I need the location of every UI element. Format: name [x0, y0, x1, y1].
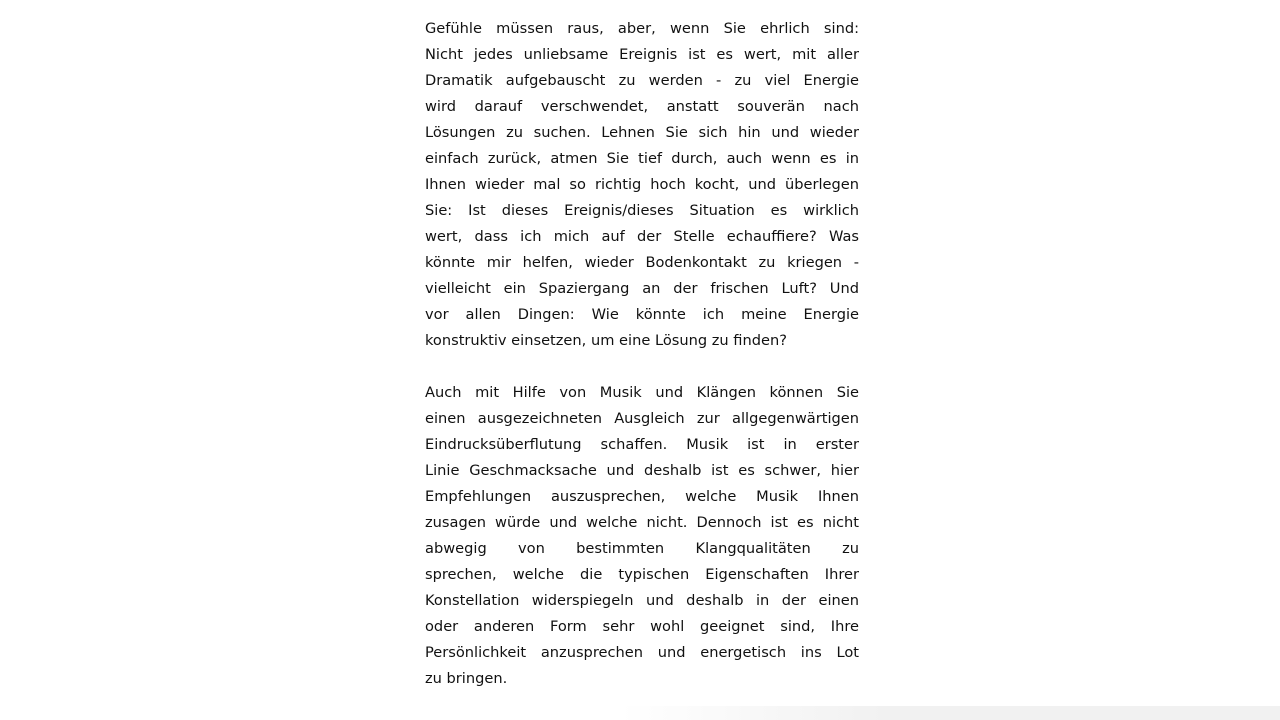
- text-line: Dramatik aufgebauscht zu werden - zu viel Energie: [425, 72, 859, 89]
- paragraph-2: [425, 380, 859, 692]
- text-line: wert, dass ich mich auf der Stelle echauffiere? Was: [425, 228, 859, 245]
- text-column: [425, 16, 859, 692]
- text-line: Gefühle müssen raus, aber, wenn Sie ehrlich sind:: [425, 20, 859, 37]
- text-line: Nicht jedes unliebsame Ereignis ist es wert, mit aller: [425, 46, 859, 63]
- text-line: einfach zurück, atmen Sie tief durch, auch wenn es in: [425, 150, 859, 167]
- paragraph-spacer: [425, 354, 859, 380]
- text-line: zu bringen.: [425, 670, 508, 687]
- text-line: vor allen Dingen: Wie könnte ich meine Energie: [425, 306, 859, 323]
- text-line: Lösungen zu suchen. Lehnen Sie sich hin und wieder: [425, 124, 859, 141]
- text-line: Empfehlungen auszusprechen, welche Musik Ihnen: [425, 488, 859, 505]
- page-edge-shadow: [620, 706, 1280, 720]
- text-line: könnte mir helfen, wieder Bodenkontakt zu kriegen -: [425, 254, 859, 271]
- text-line: abwegig von bestimmten Klangqualitäten zu: [425, 540, 859, 557]
- text-line: Auch mit Hilfe von Musik und Klängen können Sie: [425, 384, 859, 401]
- text-line: vielleicht ein Spaziergang an der frischen Luft? Und: [425, 280, 859, 297]
- text-line: Konstellation widerspiegeln und deshalb in der einen: [425, 592, 859, 609]
- text-line: zusagen würde und welche nicht. Dennoch ist es nicht: [425, 514, 859, 531]
- text-line: einen ausgezeichneten Ausgleich zur allgegenwärtigen: [425, 410, 859, 427]
- text-line: Persönlichkeit anzusprechen und energetisch ins Lot: [425, 644, 859, 661]
- text-line: Eindrucksüberflutung schaffen. Musik ist in erster: [425, 436, 859, 453]
- paragraph-1: [425, 16, 859, 354]
- text-line: sprechen, welche die typischen Eigenschaften Ihrer: [425, 566, 859, 583]
- text-line: Sie: Ist dieses Ereignis/dieses Situation es wirklich: [425, 202, 859, 219]
- text-line: Ihnen wieder mal so richtig hoch kocht, und überlegen: [425, 176, 859, 193]
- text-line: wird darauf verschwendet, anstatt souverän nach: [425, 98, 859, 115]
- text-line: konstruktiv einsetzen, um eine Lösung zu finden?: [425, 332, 787, 349]
- text-line: Linie Geschmacksache und deshalb ist es schwer, hier: [425, 462, 859, 479]
- text-line: oder anderen Form sehr wohl geeignet sind, Ihre: [425, 618, 859, 635]
